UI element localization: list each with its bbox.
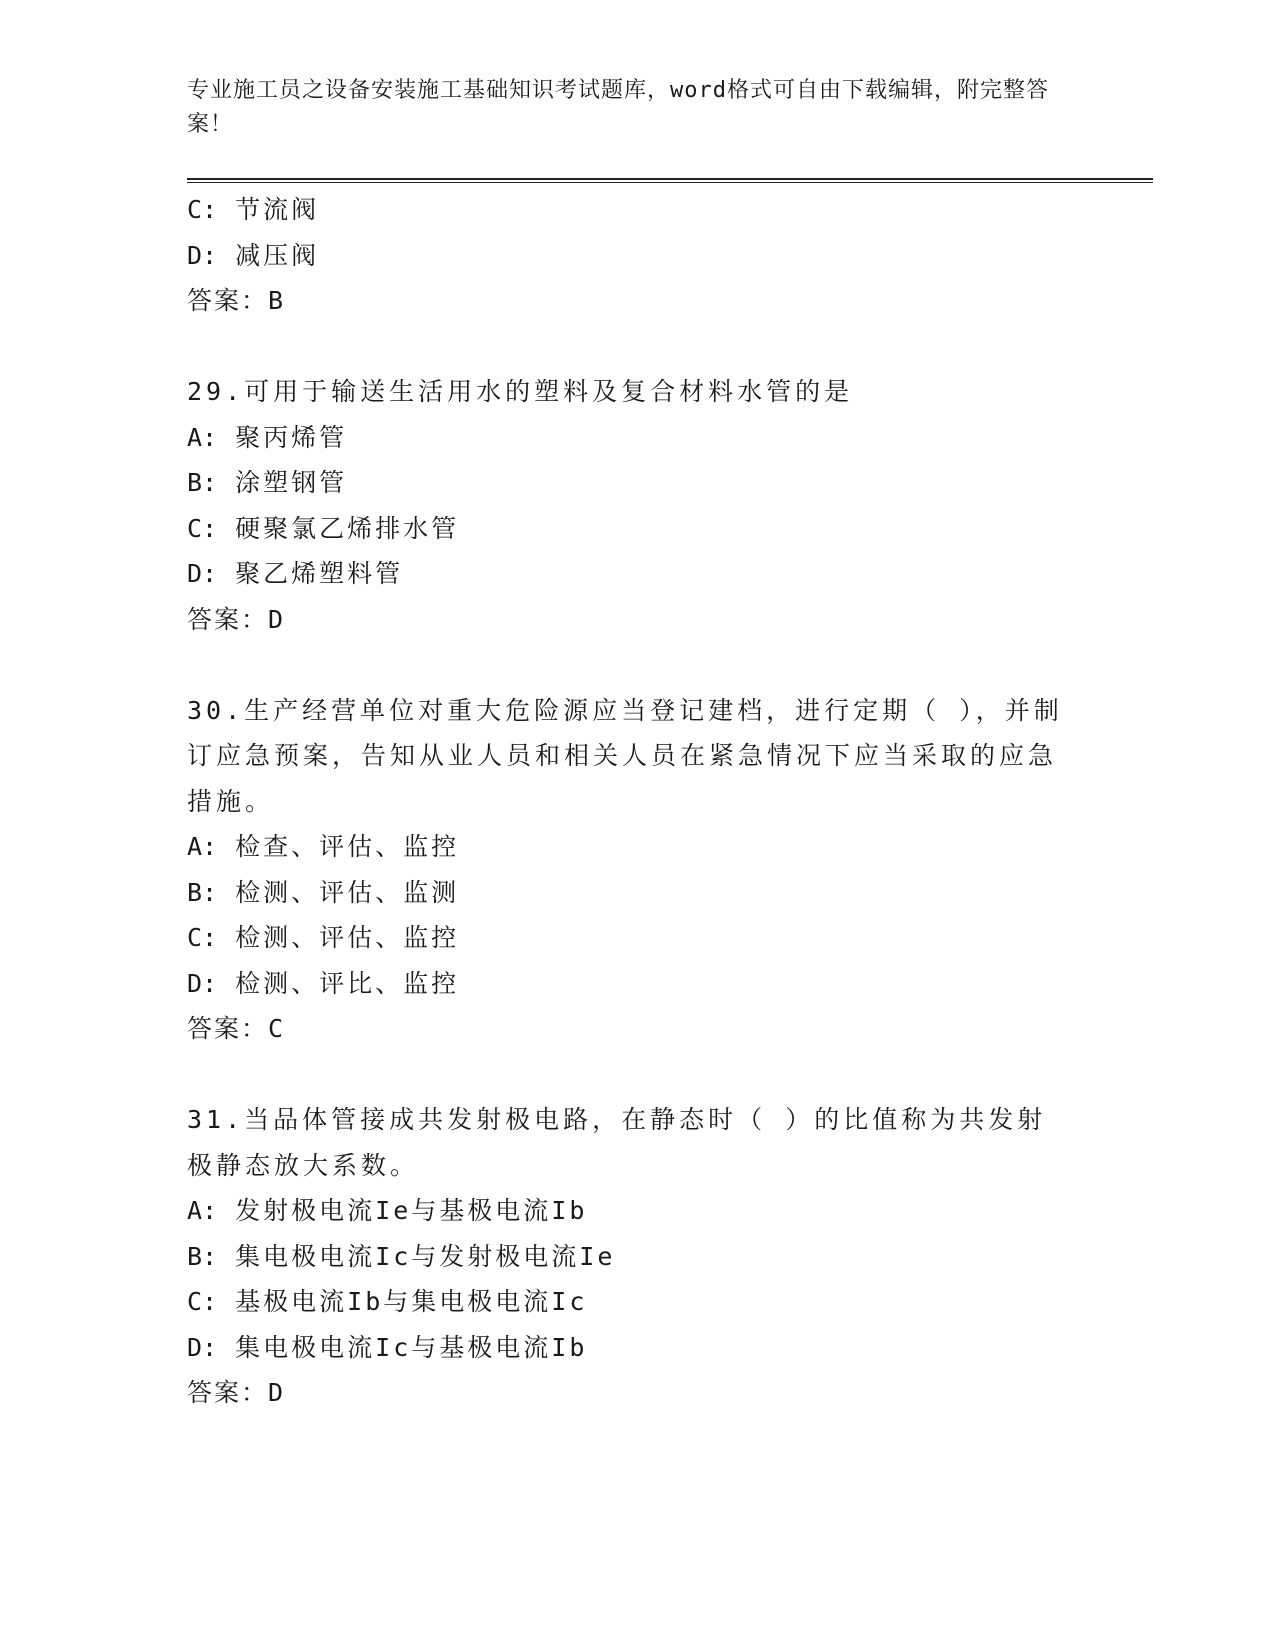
option-letter: C: <box>187 1287 218 1316</box>
option-line <box>187 1325 1067 1371</box>
option-letter: D: <box>187 968 218 998</box>
option-line <box>187 1188 1067 1234</box>
option-text: 检测、评估、监控 <box>235 923 460 952</box>
option-line <box>187 915 1067 961</box>
document-header: 专业施工员之设备安装施工基础知识考试题库，word格式可自由下载编辑，附完整答案！ <box>187 78 1049 137</box>
option-letter: D: <box>187 1332 218 1362</box>
previous-question-tail <box>187 187 1067 324</box>
option-line <box>187 870 1067 916</box>
question-31 <box>187 1097 1067 1416</box>
question-30 <box>187 688 1067 1052</box>
option-line <box>187 233 1067 279</box>
option-letter: D: <box>187 240 218 270</box>
answer-line: 答案：D <box>187 1378 286 1407</box>
option-letter: B: <box>187 877 218 907</box>
option-letter: B: <box>187 468 218 497</box>
answer-line: 答案：C <box>187 1014 286 1043</box>
option-text: 集电极电流Ic与基极电流Ib <box>235 1332 588 1362</box>
option-line <box>187 961 1067 1007</box>
option-letter: A: <box>187 422 218 452</box>
option-line <box>187 460 1067 506</box>
option-letter: C: <box>187 195 218 224</box>
option-line <box>187 551 1067 597</box>
option-line <box>187 1234 1067 1280</box>
option-line <box>187 506 1067 552</box>
question-list <box>187 187 1067 1416</box>
question-stem: 31.当品体管接成共发射极电路，在静态时（ ）的比值称为共发射极静态放大系数。 <box>187 1105 1047 1180</box>
header-divider <box>187 178 1153 183</box>
option-letter: C: <box>187 923 218 952</box>
option-letter: D: <box>187 559 218 588</box>
question-stem: 30.生产经营单位对重大危险源应当登记建档，进行定期（ ），并制订应急预案，告知从业人员和相关人员在紧急情况下应当采取的应急措施。 <box>187 695 1063 816</box>
option-text: 节流阀 <box>235 195 320 224</box>
option-line <box>187 824 1067 870</box>
question-stem: 29.可用于输送生活用水的塑料及复合材料水管的是 <box>187 377 854 406</box>
option-text: 涂塑钢管 <box>235 468 348 497</box>
option-text: 检测、评估、监测 <box>235 877 460 907</box>
option-letter: A: <box>187 1196 218 1225</box>
option-text: 硬聚氯乙烯排水管 <box>235 513 460 543</box>
option-letter: C: <box>187 513 218 543</box>
option-letter: B: <box>187 1241 218 1271</box>
spacer <box>187 324 1067 370</box>
answer-line: 答案：B <box>187 286 286 315</box>
option-line <box>187 1279 1067 1325</box>
option-text: 基极电流Ib与集电极电流Ic <box>235 1287 588 1316</box>
option-text: 检测、评比、监控 <box>235 968 460 998</box>
spacer <box>187 642 1067 688</box>
option-text: 发射极电流Ie与基极电流Ib <box>235 1196 588 1225</box>
option-text: 集电极电流Ic与发射极电流Ie <box>235 1241 616 1271</box>
option-letter: A: <box>187 832 218 861</box>
spacer <box>187 1052 1067 1098</box>
option-line <box>187 187 1067 233</box>
question-29 <box>187 369 1067 642</box>
answer-line: 答案：D <box>187 604 286 634</box>
option-line <box>187 415 1067 461</box>
option-text: 聚丙烯管 <box>235 422 348 452</box>
option-text: 检查、评估、监控 <box>235 832 460 861</box>
option-text: 聚乙烯塑料管 <box>235 559 404 588</box>
option-text: 减压阀 <box>235 240 320 270</box>
